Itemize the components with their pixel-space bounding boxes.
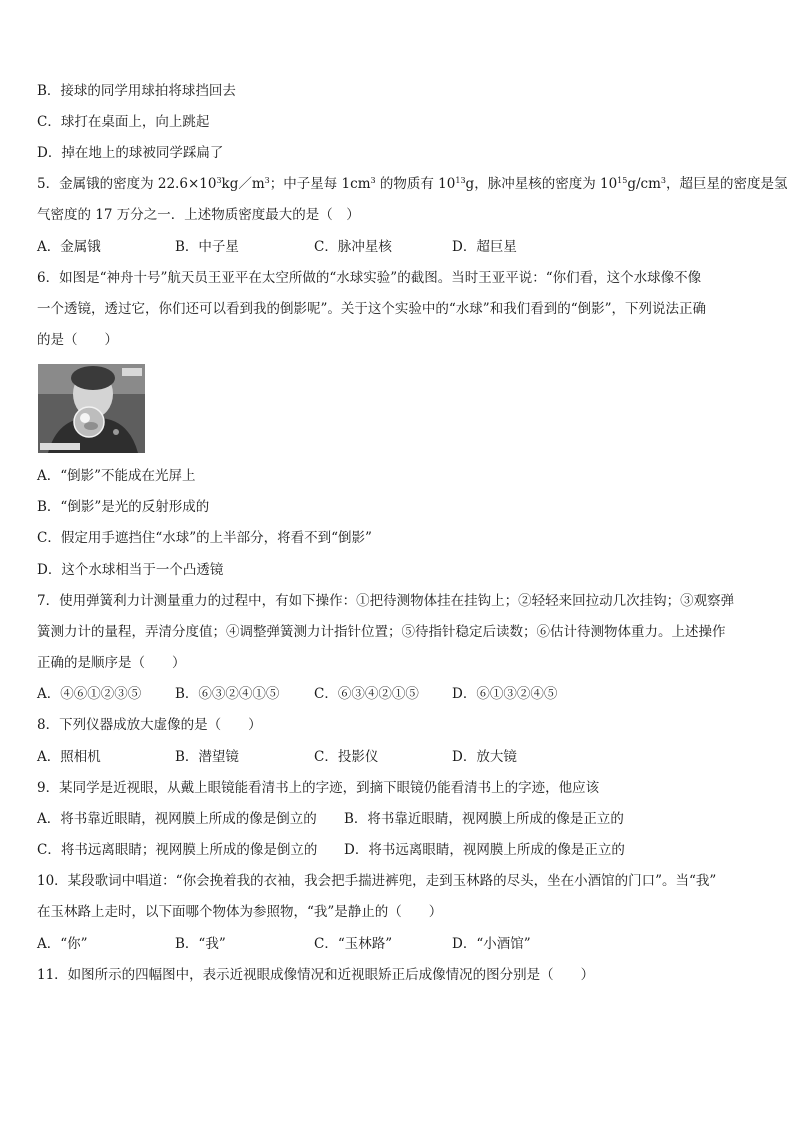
q4-option-d: D．掉在地上的球被同学踩扁了 — [37, 145, 224, 161]
q7-option-d: D．⑥①③②④⑤ — [452, 686, 558, 702]
q6-option-c: C．假定用手遮挡住“水球”的上半部分，将看不到“倒影” — [37, 530, 372, 546]
q5-line-1: 5．金属锇的密度为 $22.6\times 10^3kg/m^3$；中子星每 $1cm^3$ 的物质有 $10^{13}g$，脉冲星核的密度为 $10^{15}g/cm^3$，超巨星的密度是氢 — [37, 176, 788, 192]
q7-option-a: A．④⑥①②③⑤ — [37, 686, 142, 702]
q9-option-a: A．将书靠近眼睛，视网膜上所成的像是倒立的 — [37, 811, 317, 827]
q10-line-2: 在玉林路上走时，以下面哪个物体为参照物，“我”是静止的（ ） — [37, 904, 443, 920]
q11-line-1: 11．如图所示的四幅图中，表示近视眼成像情况和近视眼矫正后成像情况的图分别是（ ） — [37, 967, 595, 983]
q8-option-b: B．潜望镜 — [175, 749, 239, 765]
q5-option-b: B．中子星 — [175, 239, 239, 255]
q9-line-1: 9．某同学是近视眼，从戴上眼镜能看清书上的字迹，到摘下眼镜仍能看清书上的字迹，他应该 — [37, 780, 600, 796]
q8-option-c: C．投影仪 — [314, 749, 379, 765]
q7-line-2: 簧测力计的量程，弄清分度值；④调整弹簧测力计指针位置；⑤待指针稳定后读数；⑥估计待测物体重力。上述操作 — [37, 624, 726, 640]
q6-option-a: A．“倒影”不能成在光屏上 — [37, 468, 196, 484]
q6-line-1: 6．如图是“神舟十号”航天员王亚平在太空所做的“水球实验”的截图。当时王亚平说：“你们看，这个水球像不像 — [37, 270, 702, 286]
q8-option-a: A．照相机 — [37, 749, 101, 765]
q7-option-b: B．⑥③②④①⑤ — [175, 686, 280, 702]
q9-option-b: B．将书靠近眼睛，视网膜上所成的像是正立的 — [344, 811, 624, 827]
q7-option-c: C．⑥③④②①⑤ — [314, 686, 419, 702]
q6-option-d: D．这个水球相当于一个凸透镜 — [37, 562, 224, 578]
q6-option-b: B．“倒影”是光的反射形成的 — [37, 499, 210, 515]
q10-option-b: B．“我” — [175, 936, 226, 952]
q5-option-c: C．脉冲星核 — [314, 239, 392, 255]
q5-line-2: 气密度的 17 万分之一．上述物质密度最大的是（ ） — [37, 207, 360, 223]
q9-option-c: C．将书远离眼睛；视网膜上所成的像是倒立的 — [37, 842, 318, 858]
q5-option-d: D．超巨星 — [452, 239, 517, 255]
water-ball-experiment-photo — [38, 364, 145, 453]
q9-option-d: D．将书远离眼睛，视网膜上所成的像是正立的 — [344, 842, 625, 858]
q4-option-b: B．接球的同学用球拍将球挡回去 — [37, 83, 236, 99]
q8-option-d: D．放大镜 — [452, 749, 517, 765]
q10-option-c: C．“玉林路” — [314, 936, 393, 952]
q5-option-a: A．金属锇 — [37, 239, 101, 255]
q10-line-1: 10．某段歌词中唱道：“你会挽着我的衣袖，我会把手揣进裤兜，走到玉林路的尽头，坐在小酒馆的门口”。当“我” — [37, 873, 717, 889]
q7-line-3: 正确的是顺序是（ ） — [37, 655, 186, 671]
astronaut-water-ball-image — [38, 364, 145, 453]
q4-option-c: C．球打在桌面上，向上跳起 — [37, 114, 210, 130]
q6-line-3: 的是（ ） — [37, 332, 118, 348]
q6-line-2: 一个透镜，透过它，你们还可以看到我的倒影呢”。关于这个实验中的“水球”和我们看到的“倒影”，下列说法正确 — [37, 301, 707, 317]
q10-option-a: A．“你” — [37, 936, 88, 952]
q7-line-1: 7．使用弹簧利力计测量重力的过程中，有如下操作：①把待测物体挂在挂钩上；②轻轻来回拉动几次挂钩；③观察弹 — [37, 593, 735, 609]
q8-line-1: 8．下列仪器成放大虚像的是（ ） — [37, 717, 262, 733]
q10-option-d: D．“小酒馆” — [452, 936, 531, 952]
